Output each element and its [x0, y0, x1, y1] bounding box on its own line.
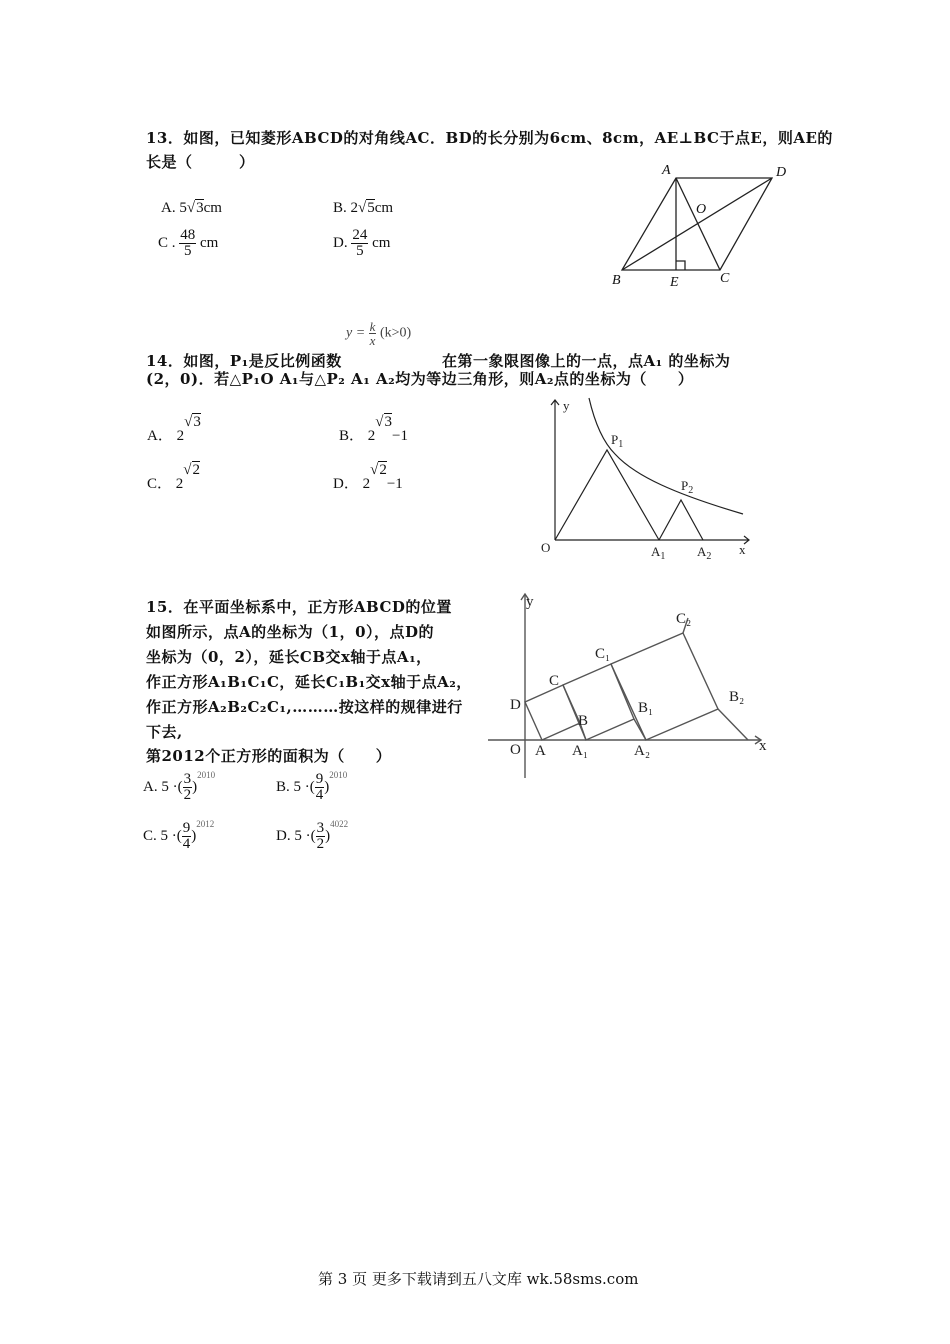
- q15-stem-line: 如图所示，点A的坐标为（1，0），点D的: [146, 623, 435, 641]
- q14-stem-line1b: 在第一象限图像上的一点，点A₁ 的坐标为: [442, 352, 731, 370]
- q14-label-a1: $A_1$: [651, 544, 666, 562]
- q15-stem-line: 15．在平面坐标系中，正方形ABCD的位置: [146, 598, 452, 616]
- q14-option-a[interactable]: A． 2√3: [147, 414, 201, 444]
- q13-stem-line1: 13．如图，已知菱形ABCD的对角线AC．BD的长分别为6cm、8cm，AE⊥BC于点E，则AE的: [146, 129, 833, 147]
- q15-label-a2: A₂: [634, 743, 651, 759]
- q14-label-p1: $P_1$: [611, 432, 624, 450]
- q13-label-b: B: [612, 273, 621, 288]
- q15-label-d: D: [510, 697, 521, 713]
- q14-function-formula: y = $\frac{k}{x}$ (k>0): [346, 319, 412, 348]
- q15-label-o: O: [510, 742, 521, 758]
- q13-option-c[interactable]: C . $\frac{48}{5}$ cm: [158, 227, 219, 259]
- q13-option-a[interactable]: A. 5√3cm: [161, 200, 222, 216]
- q14-option-d[interactable]: D． 2√2−1: [333, 462, 403, 492]
- q14-option-c[interactable]: C． 2√2: [147, 462, 200, 492]
- q15-label-b2: B₂: [729, 689, 745, 705]
- q15-label-a1: A₁: [572, 743, 589, 759]
- page-footer: 第 3 页 更多下载请到五八文库 wk.58sms.com: [318, 1270, 639, 1288]
- q15-stem: [146, 595, 472, 745]
- q15-label-a: A: [535, 743, 546, 759]
- q15-label-c: C: [549, 673, 560, 689]
- q14-label-a2: $A_2$: [697, 544, 712, 562]
- q15-stem-line: 坐标为（0，2），延长CB交x轴于点A₁，: [146, 648, 432, 666]
- q15-option-d[interactable]: D. 5 ·( $\frac{3}{2}$ )$^{4022}$: [276, 819, 349, 852]
- q15-question: 第2012个正方形的面积为（ ）: [146, 747, 392, 765]
- q15-label-y: y: [526, 594, 534, 610]
- q13-label-c: C: [720, 271, 730, 286]
- q14-label-x: x: [739, 542, 746, 557]
- q15-option-b[interactable]: B. 5 ·( $\frac{9}{4}$ )$^{2010}$: [276, 770, 348, 803]
- q15-label-b: B: [578, 713, 589, 729]
- q15-label-b1: B₁: [638, 700, 654, 716]
- q15-label-c2: C₂: [676, 611, 692, 627]
- q14-hyperbola-figure: [535, 394, 757, 566]
- q15-option-c[interactable]: C. 5 ·( $\frac{9}{4}$ )$^{2012}$: [143, 819, 215, 852]
- q15-stem-line: 作正方形A₂B₂C₂C₁,………按这样的规律进行: [146, 698, 463, 716]
- q13-stem-line2: 长是（ ）: [146, 153, 255, 171]
- q14-label-o: O: [541, 540, 551, 555]
- q15-label-c1: C₁: [595, 646, 611, 662]
- q15-stem-line: 下去,: [146, 723, 183, 741]
- q15-stem-line: 作正方形A₁B₁C₁C，延长C₁B₁交x轴于点A₂，: [146, 673, 472, 691]
- q13-option-d[interactable]: D. $\frac{24}{5}$ cm: [333, 227, 391, 259]
- q13-label-d: D: [776, 165, 787, 180]
- q13-rhombus-figure: [600, 158, 800, 290]
- q13-label-o: O: [696, 202, 707, 217]
- q13-option-b[interactable]: B. 2√5cm: [333, 200, 394, 216]
- q14-label-y: y: [563, 398, 570, 413]
- q14-stem-line2: (2，0)．若△P₁O A₁与△P₂ A₁ A₂均为等边三角形，则A₂点的坐标为（ ）: [146, 370, 694, 388]
- q13-label-e: E: [670, 275, 679, 290]
- q15-label-x: x: [759, 738, 767, 754]
- q14-option-b[interactable]: B． 2√3−1: [339, 414, 408, 444]
- q13-label-a: A: [662, 163, 671, 178]
- q15-squares-figure: [486, 588, 776, 780]
- q14-stem-line1a: 14．如图，P₁是反比例函数: [146, 352, 342, 370]
- q14-label-p2: $P_2$: [681, 478, 694, 496]
- q15-option-a[interactable]: A. 5 ·( $\frac{3}{2}$ )$^{2010}$: [143, 770, 216, 803]
